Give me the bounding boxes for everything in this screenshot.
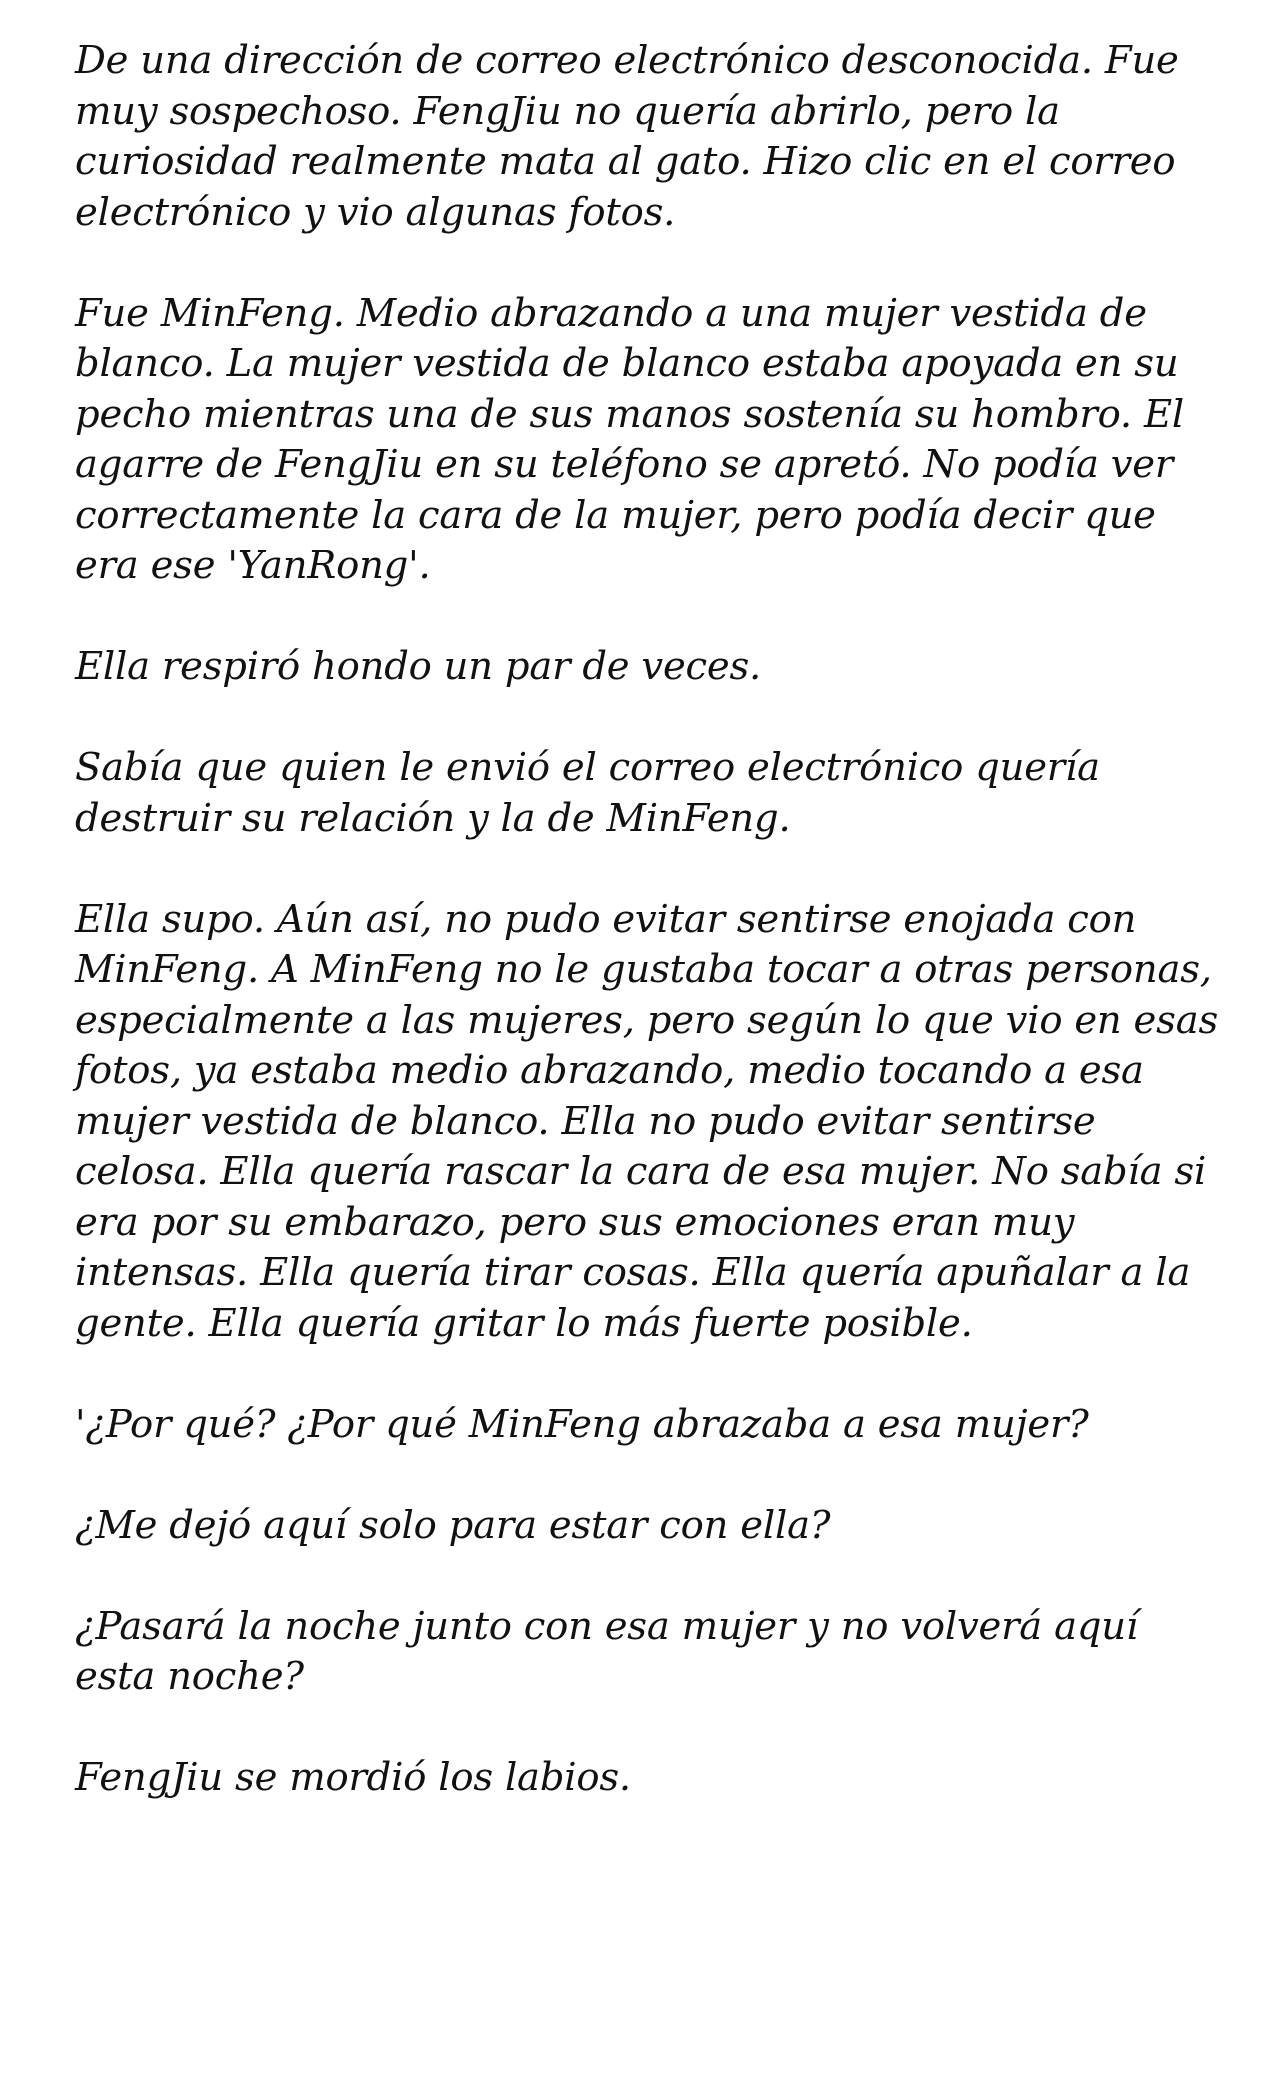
paragraph-5: Ella supo. Aún así, no pudo evitar sentirse enojada con MinFeng. A MinFeng no le gustaba tocar a otras personas, especialmente a las mujeres, pero según lo que vio en esas fotos, ya estaba medio abrazando, medio tocando a esa mujer vestida de blanco. Ella no pudo evitar sentirse celosa. Ella quería rascar la cara de esa mujer. No sabía si era por su embarazo, pero sus emociones eran muy intensas. Ella quería tirar cosas. Ella quería apuñalar a la gente. Ella quería gritar lo más fuerte posible. — [75, 896, 1219, 1346]
paragraph-8: ¿Pasará la noche junto con esa mujer y no volverá aquí esta noche? — [75, 1603, 1139, 1699]
paragraph-3: Ella respiró hondo un par de veces. — [75, 644, 762, 689]
paragraph-2: Fue MinFeng. Medio abrazando a una mujer vestida de blanco. La mujer vestida de blanco estaba apoyada en su pecho mientras una de sus manos sostenía su hombro. El agarre de FengJiu en su teléfono se apretó. No podía ver correctamente la cara de la mujer, pero podía decir que era ese 'YanRong'. — [75, 290, 1185, 588]
paragraph-4: Sabía que quien le envió el correo electrónico quería destruir su relación y la de MinFeng. — [75, 745, 1100, 841]
paragraph-6: '¿Por qué? ¿Por qué MinFeng abrazaba a esa mujer? — [75, 1401, 1089, 1447]
paragraph-7: ¿Me dejó aquí solo para estar con ella? — [75, 1502, 831, 1548]
document-body — [75, 36, 1225, 1804]
paragraph-1: De una dirección de correo electrónico desconocida. Fue muy sospechoso. FengJiu no quería abrirlo, pero la curiosidad realmente mata al gato. Hizo clic en el correo electrónico y vio algunas fotos. — [75, 38, 1179, 235]
paragraph-9: FengJiu se mordió los labios. — [75, 1755, 631, 1800]
